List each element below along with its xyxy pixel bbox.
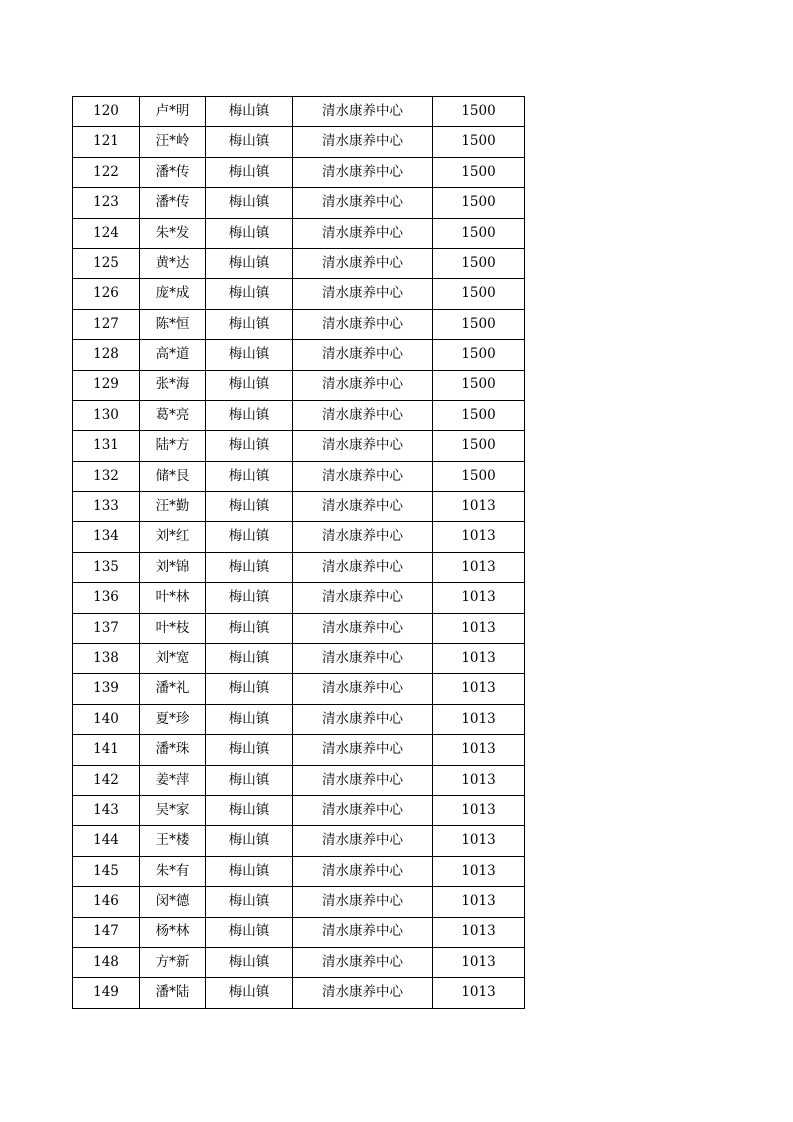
amount-cell: 1500 xyxy=(433,157,525,187)
town-cell: 梅山镇 xyxy=(206,370,293,400)
town-cell: 梅山镇 xyxy=(206,704,293,734)
table-row xyxy=(73,856,525,886)
care-center-cell: 清水康养中心 xyxy=(293,309,433,339)
name-cell: 葛*亮 xyxy=(140,400,206,430)
amount-cell: 1500 xyxy=(433,340,525,370)
town-cell: 梅山镇 xyxy=(206,340,293,370)
amount-cell: 1500 xyxy=(433,248,525,278)
care-center-cell: 清水康养中心 xyxy=(293,431,433,461)
town-cell: 梅山镇 xyxy=(206,218,293,248)
row-number-cell: 141 xyxy=(73,735,140,765)
care-center-cell: 清水康养中心 xyxy=(293,917,433,947)
amount-cell: 1013 xyxy=(433,978,525,1008)
care-center-cell: 清水康养中心 xyxy=(293,735,433,765)
table-row xyxy=(73,552,525,582)
town-cell: 梅山镇 xyxy=(206,735,293,765)
table-row xyxy=(73,826,525,856)
care-center-cell: 清水康养中心 xyxy=(293,856,433,886)
care-center-cell: 清水康养中心 xyxy=(293,97,433,127)
town-cell: 梅山镇 xyxy=(206,492,293,522)
care-center-cell: 清水康养中心 xyxy=(293,826,433,856)
care-center-cell: 清水康养中心 xyxy=(293,188,433,218)
name-cell: 刘*宽 xyxy=(140,644,206,674)
table-row xyxy=(73,917,525,947)
name-cell: 汪*岭 xyxy=(140,127,206,157)
row-number-cell: 132 xyxy=(73,461,140,491)
town-cell: 梅山镇 xyxy=(206,644,293,674)
care-center-cell: 清水康养中心 xyxy=(293,157,433,187)
name-cell: 张*海 xyxy=(140,370,206,400)
care-center-cell: 清水康养中心 xyxy=(293,978,433,1008)
town-cell: 梅山镇 xyxy=(206,887,293,917)
name-cell: 高*道 xyxy=(140,340,206,370)
row-number-cell: 146 xyxy=(73,887,140,917)
name-cell: 潘*传 xyxy=(140,157,206,187)
row-number-cell: 136 xyxy=(73,583,140,613)
town-cell: 梅山镇 xyxy=(206,795,293,825)
table-row xyxy=(73,735,525,765)
name-cell: 刘*红 xyxy=(140,522,206,552)
town-cell: 梅山镇 xyxy=(206,978,293,1008)
row-number-cell: 149 xyxy=(73,978,140,1008)
amount-cell: 1500 xyxy=(433,370,525,400)
table-row xyxy=(73,279,525,309)
amount-cell: 1500 xyxy=(433,309,525,339)
table-row xyxy=(73,97,525,127)
amount-cell: 1500 xyxy=(433,279,525,309)
amount-cell: 1013 xyxy=(433,583,525,613)
care-center-cell: 清水康养中心 xyxy=(293,887,433,917)
town-cell: 梅山镇 xyxy=(206,552,293,582)
name-cell: 叶*林 xyxy=(140,583,206,613)
table-row xyxy=(73,157,525,187)
care-center-cell: 清水康养中心 xyxy=(293,552,433,582)
name-cell: 杨*林 xyxy=(140,917,206,947)
table-row xyxy=(73,887,525,917)
row-number-cell: 125 xyxy=(73,248,140,278)
care-center-cell: 清水康养中心 xyxy=(293,492,433,522)
name-cell: 陆*方 xyxy=(140,431,206,461)
amount-cell: 1500 xyxy=(433,127,525,157)
name-cell: 潘*陆 xyxy=(140,978,206,1008)
table-row xyxy=(73,431,525,461)
name-cell: 吴*家 xyxy=(140,795,206,825)
care-center-cell: 清水康养中心 xyxy=(293,765,433,795)
table-row xyxy=(73,613,525,643)
town-cell: 梅山镇 xyxy=(206,947,293,977)
table-row xyxy=(73,492,525,522)
table-row xyxy=(73,795,525,825)
record-table-body xyxy=(73,97,525,1009)
table-row xyxy=(73,400,525,430)
table-row xyxy=(73,188,525,218)
care-center-cell: 清水康养中心 xyxy=(293,613,433,643)
table-row xyxy=(73,248,525,278)
amount-cell: 1013 xyxy=(433,765,525,795)
table-row xyxy=(73,583,525,613)
amount-cell: 1013 xyxy=(433,795,525,825)
care-center-cell: 清水康养中心 xyxy=(293,583,433,613)
name-cell: 叶*枝 xyxy=(140,613,206,643)
care-center-cell: 清水康养中心 xyxy=(293,522,433,552)
row-number-cell: 121 xyxy=(73,127,140,157)
record-table xyxy=(72,96,525,1009)
table-row xyxy=(73,978,525,1008)
row-number-cell: 128 xyxy=(73,340,140,370)
amount-cell: 1013 xyxy=(433,735,525,765)
table-row xyxy=(73,644,525,674)
amount-cell: 1013 xyxy=(433,552,525,582)
name-cell: 庞*成 xyxy=(140,279,206,309)
amount-cell: 1500 xyxy=(433,97,525,127)
row-number-cell: 135 xyxy=(73,552,140,582)
row-number-cell: 124 xyxy=(73,218,140,248)
amount-cell: 1500 xyxy=(433,188,525,218)
town-cell: 梅山镇 xyxy=(206,765,293,795)
name-cell: 刘*锦 xyxy=(140,552,206,582)
care-center-cell: 清水康养中心 xyxy=(293,400,433,430)
row-number-cell: 130 xyxy=(73,400,140,430)
town-cell: 梅山镇 xyxy=(206,400,293,430)
name-cell: 潘*传 xyxy=(140,188,206,218)
town-cell: 梅山镇 xyxy=(206,461,293,491)
table-row xyxy=(73,674,525,704)
row-number-cell: 127 xyxy=(73,309,140,339)
row-number-cell: 142 xyxy=(73,765,140,795)
town-cell: 梅山镇 xyxy=(206,856,293,886)
town-cell: 梅山镇 xyxy=(206,157,293,187)
amount-cell: 1013 xyxy=(433,704,525,734)
name-cell: 方*新 xyxy=(140,947,206,977)
amount-cell: 1013 xyxy=(433,917,525,947)
row-number-cell: 147 xyxy=(73,917,140,947)
amount-cell: 1013 xyxy=(433,613,525,643)
table-row xyxy=(73,370,525,400)
amount-cell: 1500 xyxy=(433,400,525,430)
row-number-cell: 139 xyxy=(73,674,140,704)
care-center-cell: 清水康养中心 xyxy=(293,279,433,309)
name-cell: 朱*发 xyxy=(140,218,206,248)
care-center-cell: 清水康养中心 xyxy=(293,461,433,491)
name-cell: 潘*珠 xyxy=(140,735,206,765)
town-cell: 梅山镇 xyxy=(206,583,293,613)
amount-cell: 1013 xyxy=(433,856,525,886)
row-number-cell: 137 xyxy=(73,613,140,643)
care-center-cell: 清水康养中心 xyxy=(293,947,433,977)
table-row xyxy=(73,340,525,370)
amount-cell: 1013 xyxy=(433,644,525,674)
name-cell: 卢*明 xyxy=(140,97,206,127)
amount-cell: 1013 xyxy=(433,826,525,856)
amount-cell: 1013 xyxy=(433,492,525,522)
town-cell: 梅山镇 xyxy=(206,431,293,461)
row-number-cell: 140 xyxy=(73,704,140,734)
amount-cell: 1013 xyxy=(433,947,525,977)
table-row xyxy=(73,127,525,157)
town-cell: 梅山镇 xyxy=(206,917,293,947)
name-cell: 黄*达 xyxy=(140,248,206,278)
town-cell: 梅山镇 xyxy=(206,188,293,218)
town-cell: 梅山镇 xyxy=(206,613,293,643)
amount-cell: 1500 xyxy=(433,461,525,491)
name-cell: 闵*德 xyxy=(140,887,206,917)
table-row xyxy=(73,765,525,795)
table-row xyxy=(73,309,525,339)
care-center-cell: 清水康养中心 xyxy=(293,795,433,825)
name-cell: 夏*珍 xyxy=(140,704,206,734)
care-center-cell: 清水康养中心 xyxy=(293,248,433,278)
care-center-cell: 清水康养中心 xyxy=(293,127,433,157)
row-number-cell: 120 xyxy=(73,97,140,127)
care-center-cell: 清水康养中心 xyxy=(293,704,433,734)
row-number-cell: 131 xyxy=(73,431,140,461)
name-cell: 储*艮 xyxy=(140,461,206,491)
table-row xyxy=(73,461,525,491)
name-cell: 姜*萍 xyxy=(140,765,206,795)
town-cell: 梅山镇 xyxy=(206,127,293,157)
town-cell: 梅山镇 xyxy=(206,97,293,127)
row-number-cell: 144 xyxy=(73,826,140,856)
row-number-cell: 123 xyxy=(73,188,140,218)
care-center-cell: 清水康养中心 xyxy=(293,340,433,370)
table-row xyxy=(73,704,525,734)
amount-cell: 1500 xyxy=(433,431,525,461)
town-cell: 梅山镇 xyxy=(206,279,293,309)
town-cell: 梅山镇 xyxy=(206,248,293,278)
amount-cell: 1013 xyxy=(433,522,525,552)
amount-cell: 1500 xyxy=(433,218,525,248)
row-number-cell: 138 xyxy=(73,644,140,674)
row-number-cell: 145 xyxy=(73,856,140,886)
name-cell: 王*楼 xyxy=(140,826,206,856)
name-cell: 陈*恒 xyxy=(140,309,206,339)
care-center-cell: 清水康养中心 xyxy=(293,644,433,674)
table-row xyxy=(73,218,525,248)
name-cell: 潘*礼 xyxy=(140,674,206,704)
row-number-cell: 148 xyxy=(73,947,140,977)
row-number-cell: 129 xyxy=(73,370,140,400)
table-row xyxy=(73,947,525,977)
town-cell: 梅山镇 xyxy=(206,522,293,552)
amount-cell: 1013 xyxy=(433,887,525,917)
row-number-cell: 143 xyxy=(73,795,140,825)
care-center-cell: 清水康养中心 xyxy=(293,674,433,704)
town-cell: 梅山镇 xyxy=(206,674,293,704)
row-number-cell: 133 xyxy=(73,492,140,522)
care-center-cell: 清水康养中心 xyxy=(293,370,433,400)
name-cell: 汪*勤 xyxy=(140,492,206,522)
amount-cell: 1013 xyxy=(433,674,525,704)
care-center-cell: 清水康养中心 xyxy=(293,218,433,248)
row-number-cell: 134 xyxy=(73,522,140,552)
town-cell: 梅山镇 xyxy=(206,309,293,339)
town-cell: 梅山镇 xyxy=(206,826,293,856)
name-cell: 朱*有 xyxy=(140,856,206,886)
row-number-cell: 126 xyxy=(73,279,140,309)
table-row xyxy=(73,522,525,552)
row-number-cell: 122 xyxy=(73,157,140,187)
